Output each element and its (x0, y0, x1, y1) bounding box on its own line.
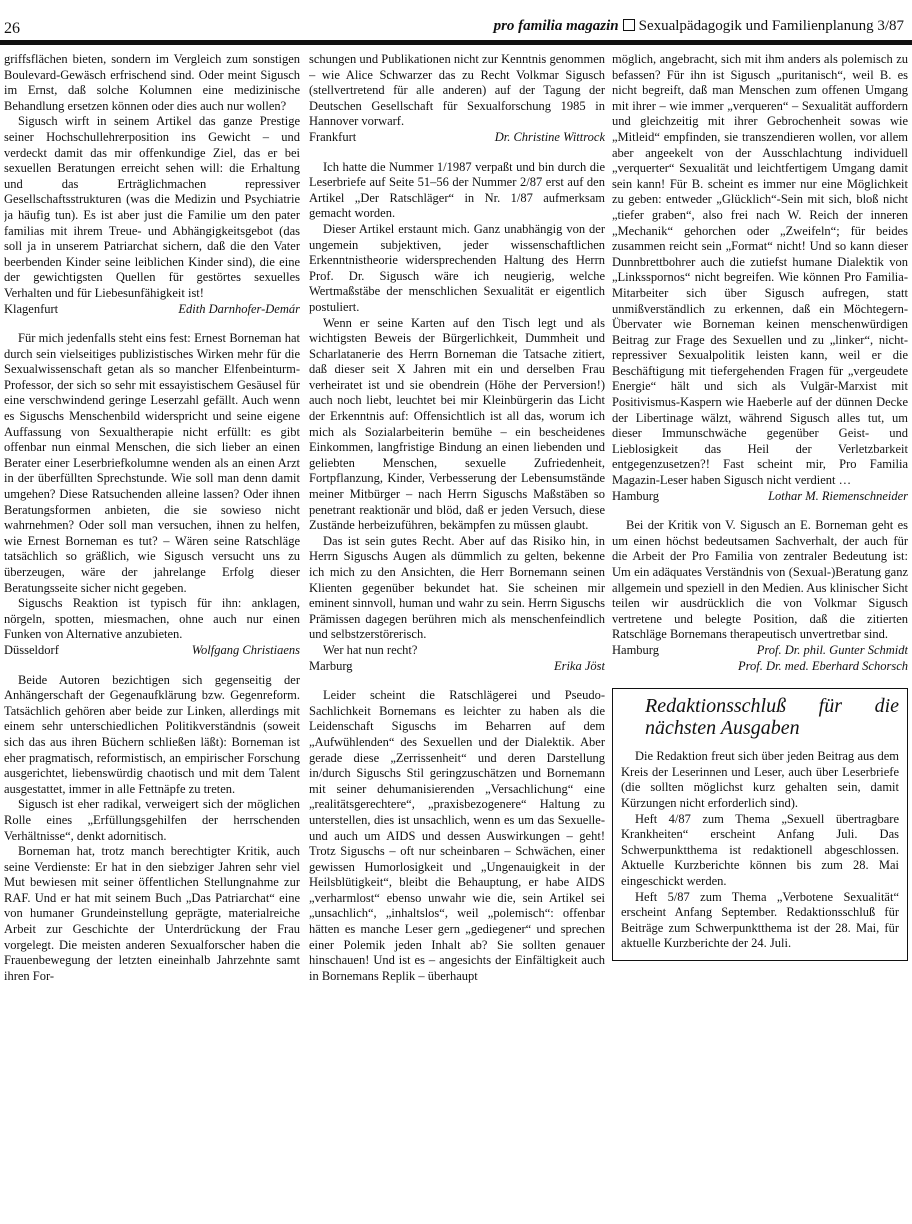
letter-signature (4, 302, 300, 318)
letter-signature (4, 643, 300, 659)
editorial-deadline-box (612, 688, 908, 961)
page-number: 26 (4, 20, 20, 37)
paragraph: Ich hatte die Nummer 1/1987 verpaßt und bin durch die Leserbriefe auf Seite 51–56 der Nummer 2/87 erst auf den Artikel „Der Ratschläger“ in Nr. 1/87 aufmerksam gemacht worden. (309, 159, 605, 221)
paragraph: möglich, angebracht, sich mit ihm anders als polemisch zu befassen? Für ihn ist Sigusch „puritanisch“, weil B. es nicht begreift, daß man Menschen zum offenen Umgang mit ihrer – wie immer „verqueren“ – Sexualität auffordern und gleichzeitig mit ihrer Gebrochenheit sowas wie „Mitleid“ empfinden, sie transzendieren wollen, vor allem aber angeekelt von der Ausschlachtung individuell „verquerter“ Sexualität und leichtfertigem Umgang damit sein kann! Für B. scheint es immer nur eine Möglichkeit zu geben: entweder „Glücklich“-Sein mit sich, bloß nicht „tiefer graben“, also frei nach W. Reich der inneren „Mechanik“ gehorchen oder „Zweifeln“; für beides zusammen reicht sein „Format“ nicht! Und so kann dieser Dunnbrettbohrer auch die zutiefst humane Dialektik von „Linksspornos“ nicht begreifen. Wie können Pro Familia-Mitarbeiter sich über Sigusch aufregen, statt unmißverständlich zu erkennen, daß ein Möchtegern-Übervater wie Borneman keinen menschenwürdigen Beitrag zur Frage des Sexuellen und zu „linker“, nicht-repressiver Sexualpolitik leisten kann, weil er die Beschäftigung mit tiefergehenden Fragen für „vergeudete Energie“ hält und sich als Vulgär-Marxist mit Positivismus-Kaspern wie Haeberle auf der dünnen Decke der Libertinage wälzt, während Sigusch alles tut, um dieser Immunschwäche gegenüber Geist- und Lieblosigkeit das Heil der Verletzbarkeit entgegenzusetzen?! Fast scheint mir, Pro Familia Magazin-Leser haben Sigusch nicht verdient … (612, 52, 908, 488)
column-2 (309, 52, 605, 1220)
letter-signature (309, 659, 605, 675)
paragraph: Siguschs Reaktion ist typisch für ihn: anklagen, nörgeln, spotten, miesmachen, ohne auch nur einen Funken von Alternative anzubieten. (4, 596, 300, 642)
signature-city: Marburg (309, 658, 353, 673)
magazine-name: pro familia magazin (493, 18, 619, 34)
signature-name: Edith Darnhofer-Demár (178, 301, 300, 316)
paragraph: Bei der Kritik von V. Sigusch an E. Borneman geht es um einen höchst bedeutsamen Sachverhalt, der auch für die Arbeit der Pro Familia von zentraler Bedeutung ist: Um ein adäquates Verständnis von (Sexual-)Beratung ganz allgemein und speziell in den Medien. Aus klinischer Sicht teilen wir ausdrücklich die von Volkmar Sigusch vertretene und belegte Position, daß die zitierten Ratschläge Bornemans therapeutisch unvertretbar sind. (612, 518, 908, 642)
signature-name: Erika Jöst (553, 658, 605, 673)
letter-signature (612, 489, 908, 505)
paragraph: Wenn er seine Karten auf den Tisch legt und als wichtigsten Beweis der Bürgerlichkeit, Dummheit und Scharlatanerie des Herrn Borneman die Tatsache zitiert, daß dieser seit X Jahren mit ein und derselben Frau verheiratet ist und sie obendrein (Höhe der Perversion!) auch noch liebt, leuchtet bei mir Kleinbürgerin das Licht der Erkenntnis auf: Offensichtlich ist all das, worum ich mich als Sozialarbeiterin bemühe – ein bescheidenes Einkommen, langfristige Bindung an einen liebenden und geliebten Menschen, sexuelle Zufriedenheit, Fortpflanzung, Kinder, Verbesserung der Lebensumstände meiner Mitbürger – nach Herrn Siguschs Maßstäben so penetrant reaktionär und blöd, daß er jeden Versuch, diese Zustände herbeizuführen, bekämpfen zu müssen glaubt. (309, 315, 605, 533)
paragraph: Das ist sein gutes Recht. Aber auf das Risiko hin, in Herrn Siguschs Augen als dümmlich zu gelten, bekenne ich mich zu den Ansichten, die Herr Bornemann seinen Klienten gegenüber bekundet hat. Sie scheinen mir eminent sinnvoll, human und wahr zu sein. Herrn Siguschs Prämissen dagegen berühren mich als menschenfeindlich und selbstzerstörerisch. (309, 533, 605, 642)
signature-city: Hamburg (612, 488, 659, 503)
page-header (0, 0, 912, 50)
running-head (494, 18, 904, 35)
box-icon (623, 19, 635, 31)
paragraph: Wer hat nun recht? (323, 642, 418, 657)
paragraph: Für mich jedenfalls steht eins fest: Ernest Borneman hat durch sein vielseitiges publizistisches Wirken mehr für die Sexualwissenschaft getan als so mancher Elfenbeinturm-Professor, der sich so sehr mit essayistischem Gesäusel für eine verschwindend geringe Leserzahl gefällt. Auch wenn es Siguschs Menschenbild widerspricht und seine eigene Auffassung von Sexualtherapie nicht erfüllt: es gibt offenbar nun einmal Menschen, die sich lieber an einen Berater einer Leserbriefkolumne wenden als an einen Arzt in der überfüllten Sprechstunde. Wie soll man denn damit umgehen? Diese Ratsuchenden alleine lassen? Oder ihnen Beratungsformen anbieten, die sie sowieso nicht wahrnehmen? Oder soll man versuchen, ihnen zu helfen, wie Ernest Borneman es tut? – Wären seine Ratschläge tatsächlich so gräßlich, wie Sigusch versucht uns zu überzeugen, wäre der jahrelange Erfolg dieser Beratungsseite sicher nicht gegeben. (4, 331, 300, 595)
section-title: Sexualpädagogik und Familienplanung 3/87 (638, 18, 904, 34)
signature-name: Dr. Christine Wittrock (494, 129, 605, 144)
signature-name: Prof. Dr. phil. Gunter Schmidt (756, 642, 908, 657)
letter-signature (309, 130, 605, 146)
paragraph: Heft 4/87 zum Thema „Sexuell übertragbare Krankheiten“ erscheint Anfang Juli. Das Schwerpunktthema ist redaktionell abgeschlossen. Aktuelle Kurzberichte können bis zum 28. Mai eingeschickt werden. (621, 811, 899, 888)
paragraph: Sigusch ist eher radikal, verweigert sich der möglichen Rolle eines „Erfüllungsgehilfen der herrschenden Verhältnisse“, denkt adornitisch. (4, 797, 300, 843)
signature-name: Prof. Dr. med. Eberhard Schorsch (737, 658, 908, 673)
paragraph: Dieser Artikel erstaunt mich. Ganz unabhängig von der ungemein subjektiven, jeder wissenschaftlichen Erkenntnistheorie widersprechenden Haltung des Herrn Prof. Dr. Sigusch wäre ich neugierig, welche Wertmaßstäbe der menschlichen Sexualität er eigentlich postuliert. (309, 221, 605, 314)
paragraph: Die Redaktion freut sich über jeden Beitrag aus dem Kreis der Leserinnen und Leser, auch über Leserbriefe (die sollten möglichst kurz gehalten sein, damit Kürzungen nicht erforderlich sind). (621, 749, 899, 810)
paragraph: Beide Autoren bezichtigen sich gegenseitig der Anhängerschaft der Gegenaufklärung bzw. Gegenreform. Tatsächlich gehören aber beide zur Linken, allerdings mit einem sehr unterschiedlichen Politikverständnis (soweit sich das aus ihren Büchern schließen läßt): Borneman ist eher pragmatisch, reformistisch, an empirischer Forschung ausgerichtet, liebenswürdig chaotisch und mit dem Talent ausgestattet, immer in alle Fettnäpfe zu treten. (4, 672, 300, 796)
signature-city: Düsseldorf (4, 642, 59, 657)
signature-city: Frankfurt (309, 129, 357, 144)
signature-name: Wolfgang Christiaens (191, 642, 300, 657)
signature-city: Klagenfurt (4, 301, 59, 316)
paragraph: griffsflächen bieten, sondern im Vergleich zum sonstigen Boulevard-Gewäsch erfrischend sind. Oder meint Sigusch im Ernst, daß solche Kolumnen eine medizinische Behandlung ersetzen können oder dies auch nur wollen? (4, 52, 300, 113)
paragraph: Sigusch wirft in seinem Artikel das ganze Prestige seiner Hochschullehrerposition ins Gewicht – und verdeckt damit das mir offenkundige Ziel, das er bei sexuellen Beratungen erreicht sehen will: die Erhaltung und das Erträglichmachen repressiver Gesellschaftsstrukturen (was die Medizin und Psychiatrie ja häufig tun). Es ist aber just die Familie um den pater familias mit ihrem Treue- und Abhängigkeitsgebot (das soll ja in unserem Patriarchat sichern, daß die den Vater beerbenden Kinder seine leiblichen Kinder sind), die eine der gewichtigsten Quellen für gestörtes sexuelles Verhalten und für Liebesunfähigkeit ist! (4, 114, 300, 300)
paragraph: Leider scheint die Ratschlägerei und Pseudo-Sachlichkeit Bornemans es leichter zu haben als die Leidenschaft Siguschs im Beharren auf dem „Aufwühlenden“ des Sexuellen und der Dialektik. Aber gerade diese „Zerrissenheit“ und deren Darstellung in/durch Siguschs Stil geringzuschätzen und Bornemann mit seiner dehumanisierenden „Versachlichung“ eine „realitätsgerechtere“, „praxisbezogenere“ Haltung zu unterstellen, dies ist unsachlich, wenn es um das Sexuelle- und auch um AIDS und dessen Auswirkungen – geht! Trotz Siguschs – oft nur scheinbaren – Schwächen, einer gewissen Humorlosigkeit und „Ungenauigkeit in der Heilsblütigkeit“, bleibt die Behauptung, er habe AIDS „verharmlost“ ebenso unwahr wie die, sein Artikel sei „unsachlich“, „inhaltslos“, weil „polemisch“: offenbar hätten es manche Leser gern „gediegener“ und sprechen einer Polemik jeden Inhalt ab? Sie sollten genauer hinschauen! Und ist es – angesichts der Einfältigkeit auch in Bornemans Replik – überhaupt (309, 688, 605, 983)
signature-city: Hamburg (612, 642, 659, 657)
column-1 (4, 52, 300, 1220)
letter-signature (612, 643, 908, 659)
paragraph: schungen und Publikationen nicht zur Kenntnis genommen – wie Alice Schwarzer das zu Recht Volkmar Sigusch (stellvertretend für alle anderen) auf der Tagung der Deutschen Gesellschaft für Sexualforschung 1985 in Hannover vorwarf. (309, 52, 605, 129)
paragraph: Borneman hat, trotz manch berechtigter Kritik, auch seine Verdienste: Er hat in den siebziger Jahren sehr viel Mut bewiesen mit seiner öffentlichen Stellungnahme zur RAF. Und er hat mit seinem Buch „Das Patriarchat“ eine von humaner Grundeinstellung geprägte, materialreiche Arbeit zur Geschichte der Unterdrückung der Frau vorgelegt. Die meisten anderen Sexualforscher haben die Frauenbewegung der letzten eineinhalb Jahrzehnte samt ihren For- (4, 844, 300, 983)
header-rule (0, 40, 912, 45)
signature-name: Lothar M. Riemenschneider (768, 488, 908, 503)
paragraph: Heft 5/87 zum Thema „Verbotene Sexualität“ erscheint Anfang September. Redaktionsschluß für Beiträge zum Schwerpunktthema ist der 28. Mai, für aktuelle Kurzberichte der 24. Juli. (621, 889, 899, 951)
box-title: Redaktionsschluß für die nächsten Ausgaben (645, 695, 899, 740)
column-3 (612, 52, 908, 1220)
